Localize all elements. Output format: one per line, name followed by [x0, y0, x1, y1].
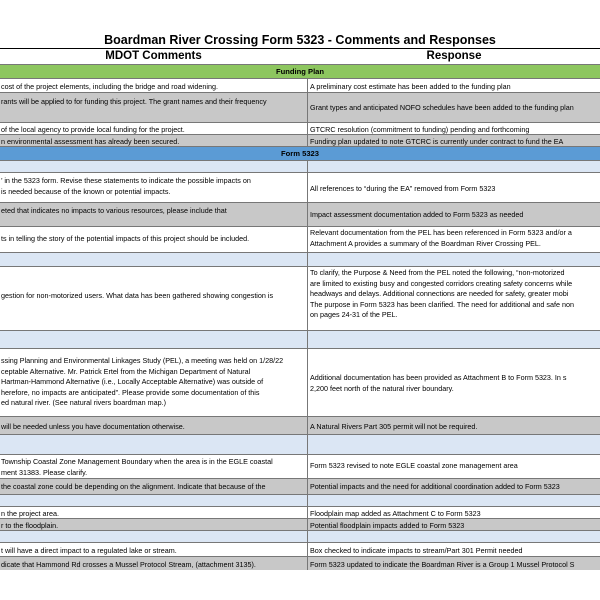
comment-cell[interactable] [0, 79, 308, 92]
spacer-row [0, 160, 600, 172]
cell-text-line: r to the floodplain. [1, 521, 59, 530]
cell-text-line: on pages 24-31 of the PEL. [310, 310, 398, 319]
cell-text-line: rants will be applied to for funding this project. The grant names and their frequency [1, 97, 267, 106]
cell-text-line: gestion for non-motorized users. What data has been gathered showing congestion is [1, 291, 274, 300]
response-cell[interactable] [308, 557, 600, 570]
cell-text-line: Additional documentation has been provided as Attachment B to Form 5323. In s [310, 373, 567, 382]
comment-cell[interactable] [0, 507, 308, 518]
table-row [0, 202, 600, 226]
response-cell[interactable] [308, 455, 600, 478]
empty-cell[interactable] [308, 161, 600, 172]
empty-cell[interactable] [308, 435, 600, 454]
cell-text-line: Grant types and anticipated NOFO schedules have been added to the funding plan [310, 103, 574, 112]
table-row [0, 416, 600, 434]
cell-text-line: The purpose in Form 5323 has been clarified. The need for additional and safe non [310, 299, 574, 309]
cell-text-line: Floodplain map added as Attachment C to Form 5323 [310, 509, 481, 518]
table-row [0, 542, 600, 556]
response-cell[interactable] [308, 543, 600, 556]
column-header-row [0, 49, 600, 64]
table-row [0, 556, 600, 570]
empty-cell[interactable] [308, 331, 600, 348]
column-header-response: Response [426, 50, 482, 62]
response-cell[interactable] [308, 479, 600, 494]
table-row [0, 92, 600, 122]
section-label: Funding Plan [275, 67, 325, 76]
response-cell[interactable] [308, 519, 600, 530]
cell-text-line: ’ in the 5323 form. Revise these statements to indicate the possible impacts on [1, 176, 251, 185]
cell-text-line: of the local agency to provide local funding for the project. [1, 125, 185, 134]
cell-text-line: ceptable Alternative. Mr. Patrick Ertel from the Michigan Department of Natural [1, 366, 251, 376]
table-row [0, 122, 600, 134]
comment-cell[interactable] [0, 557, 308, 570]
cell-text-line: Relevant documentation from the PEL has been referenced in Form 5323 and/or a [310, 228, 572, 237]
comment-cell[interactable] [0, 417, 308, 434]
cell-text-line: n environmental assessment has already been secured. [1, 137, 180, 146]
comment-cell[interactable] [0, 267, 308, 330]
empty-cell[interactable] [308, 495, 600, 506]
comment-cell[interactable] [0, 123, 308, 134]
cell-text-line: All references to “during the EA” removed from Form 5323 [310, 184, 496, 193]
cell-text-line: ment 31383. Please clarify. [1, 467, 88, 477]
cell-text-line: Potential floodplain impacts added to Form 5323 [310, 521, 465, 530]
response-cell[interactable] [308, 203, 600, 226]
comment-cell[interactable] [0, 135, 308, 146]
section-header-form-5323[interactable] [0, 146, 600, 160]
response-cell[interactable] [308, 135, 600, 146]
cell-text-line: herefore, no impacts are anticipated”. Please provide some documentation of this [1, 387, 260, 397]
spacer-row [0, 434, 600, 454]
table-row [0, 478, 600, 494]
cell-text-line: ts in telling the story of the potential impacts of this project should be included. [1, 234, 250, 243]
cell-text-line: GTCRC resolution (commitment to funding) pending and forthcoming [310, 125, 530, 134]
cell-text-line: Attachment A provides a summary of the Boardman River Crossing PEL. [310, 238, 541, 248]
cell-text-line: ssing Planning and Environmental Linkages Study (PEL), a meeting was held on 1/28/22 [1, 356, 284, 365]
cell-text-line: headways and delays. Additional connections are needed for safety, greater mobi [310, 289, 569, 298]
response-cell[interactable] [308, 227, 600, 252]
table-row [0, 454, 600, 478]
table-row [0, 518, 600, 530]
cell-text-line: Impact assessment documentation added to Form 5323 as needed [310, 210, 524, 219]
empty-cell[interactable] [308, 253, 600, 266]
table-row [0, 226, 600, 252]
cell-text-line: n the project area. [1, 509, 59, 518]
spacer-row [0, 494, 600, 506]
cell-text-line: cost of the project elements, including the bridge and road widening. [1, 82, 218, 91]
cell-text-line: Township Coastal Zone Management Boundary when the area is in the EGLE coastal [1, 457, 273, 466]
cell-text-line: t will have a direct impact to a regulated lake or stream. [1, 546, 177, 555]
comment-cell[interactable] [0, 173, 308, 202]
cell-text-line: To clarify, the Purpose & Need from the PEL noted the following, “non-motorized [310, 268, 565, 277]
section-header-funding-plan[interactable] [0, 64, 600, 78]
comment-cell[interactable] [0, 519, 308, 530]
comment-cell[interactable] [0, 203, 308, 226]
cell-text-line: eted that indicates no impacts to various resources, please include that [1, 206, 227, 215]
cell-text-line: A preliminary cost estimate has been added to the funding plan [310, 82, 511, 91]
cell-text-line: are limited to existing busy and congested corridors creating safety concerns while [310, 278, 573, 288]
table-row [0, 78, 600, 92]
comment-cell[interactable] [0, 455, 308, 478]
cell-text-line: ed natural river. (See natural rivers boardman map.) [1, 398, 166, 407]
cell-text-line: Potential impacts and the need for additional coordination added to Form 5323 [310, 482, 560, 491]
comment-cell[interactable] [0, 479, 308, 494]
response-cell[interactable] [308, 79, 600, 92]
section-label: Form 5323 [281, 149, 319, 158]
column-header-mdot-comments: MDOT Comments [105, 50, 202, 62]
comment-cell[interactable] [0, 349, 308, 416]
cell-text-line: Funding plan updated to note GTCRC is currently under contract to fund the EA [310, 137, 564, 146]
response-cell[interactable] [308, 93, 600, 122]
empty-cell[interactable] [0, 435, 308, 454]
cell-text-line: the coastal zone could be depending on the alignment. Indicate that because of the [1, 482, 266, 491]
comment-cell[interactable] [0, 227, 308, 252]
empty-cell[interactable] [0, 331, 308, 348]
empty-cell[interactable] [0, 253, 308, 266]
cell-text-line: Form 5323 updated to indicate the Boardman River is a Group 1 Mussel Protocol S [310, 560, 575, 569]
empty-cell[interactable] [0, 495, 308, 506]
cell-text-line: Box checked to indicate impacts to stream/Part 301 Permit needed [310, 546, 523, 555]
table-row [0, 172, 600, 202]
page-title: Boardman River Crossing Form 5323 - Comments and Responses [104, 33, 496, 47]
empty-cell[interactable] [308, 531, 600, 542]
comment-cell[interactable] [0, 93, 308, 122]
spacer-row [0, 530, 600, 542]
cell-text-line: 2,200 feet north of the natural river boundary. [310, 383, 454, 393]
response-cell[interactable] [308, 349, 600, 416]
table-row [0, 134, 600, 146]
empty-cell[interactable] [0, 161, 308, 172]
cell-text-line: A Natural Rivers Part 305 permit will not be required. [310, 422, 478, 431]
comment-cell[interactable] [0, 543, 308, 556]
cell-text-line: Hartman-Hammond Alternative (i.e., Locally Acceptable Alternative) was outside of [1, 377, 264, 386]
table-row [0, 348, 600, 416]
cell-text-line: will be needed unless you have documentation otherwise. [1, 422, 185, 431]
table-row [0, 266, 600, 330]
cell-text-line: is needed because of the known or potential impacts. [1, 186, 171, 196]
response-cell[interactable] [308, 123, 600, 134]
table-row [0, 506, 600, 518]
response-cell[interactable] [308, 417, 600, 434]
response-cell[interactable] [308, 267, 600, 330]
response-cell[interactable] [308, 173, 600, 202]
cell-text-line: Form 5323 revised to note EGLE coastal zone management area [310, 461, 518, 470]
cell-text-line: dicate that Hammond Rd crosses a Mussel Protocol Stream, (attachment 3135). [1, 560, 256, 569]
empty-cell[interactable] [0, 531, 308, 542]
spacer-row [0, 252, 600, 266]
spacer-row [0, 330, 600, 348]
response-cell[interactable] [308, 507, 600, 518]
